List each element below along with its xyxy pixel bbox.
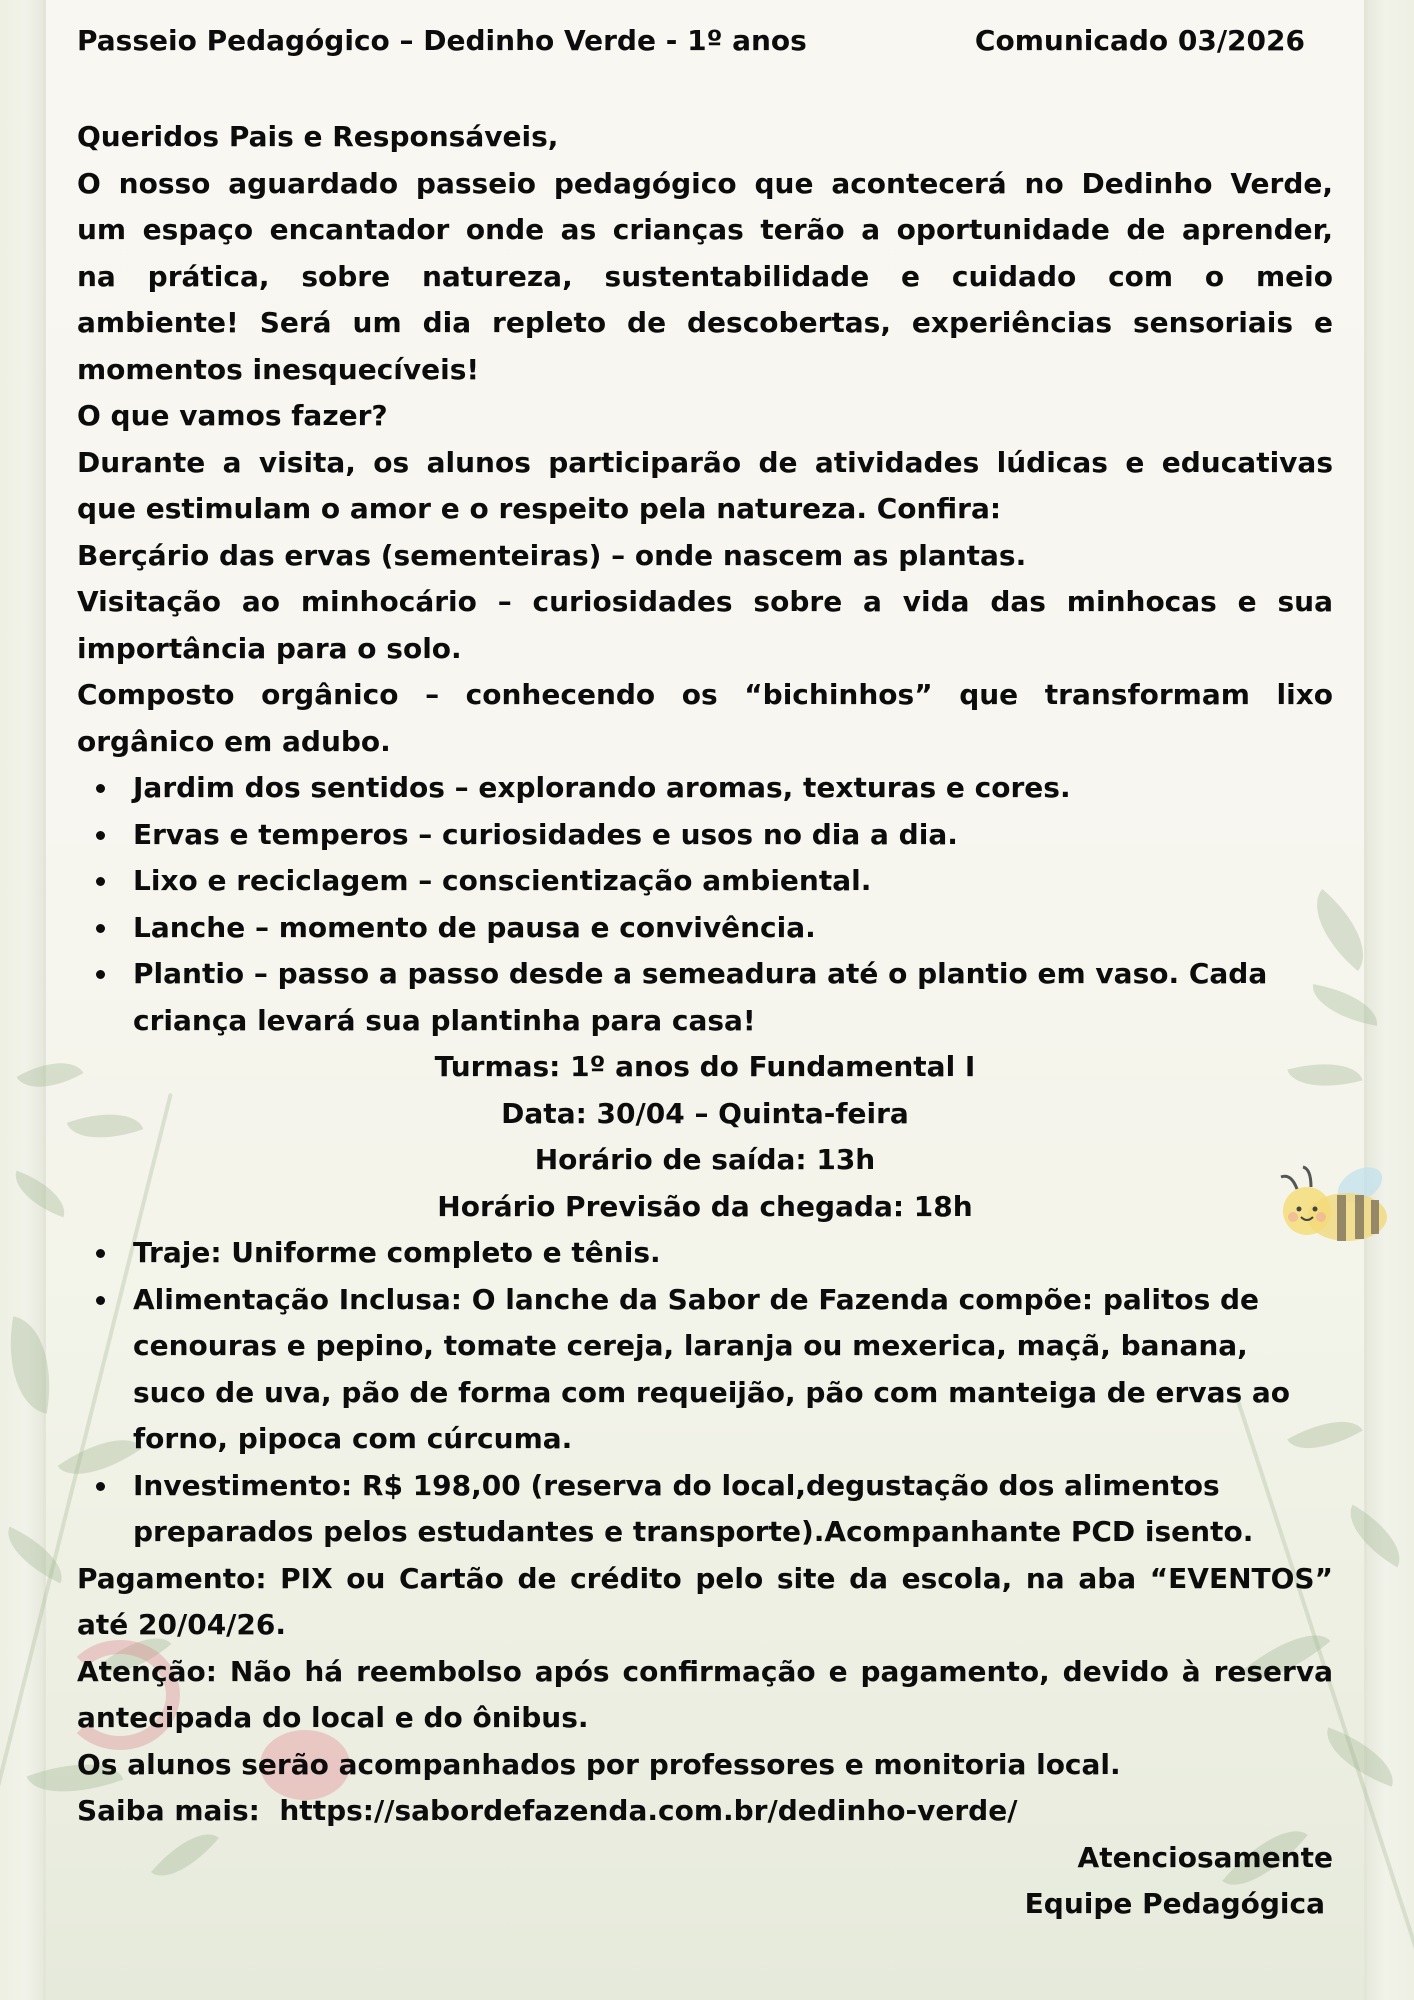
- event-arrival-time: Horário Previsão da chegada: 18h: [437, 1189, 973, 1223]
- notice-content: [77, 18, 1333, 1928]
- signature-closing: Atenciosamente: [1077, 1840, 1333, 1874]
- intro-line: um espaço encantador onde as crianças terão a oportunidade de aprender,: [77, 213, 1333, 246]
- page-frame-left: [0, 0, 46, 2000]
- notice-title: Passeio Pedagógico – Dedinho Verde - 1º anos: [77, 24, 807, 57]
- activity-bullet-item: Jardim dos sentidos – explorando aromas, texturas e cores.: [133, 765, 1333, 812]
- notice-header: [77, 18, 1333, 64]
- intro-line: ambiente! Será um dia repleto de descobertas, experiências sensoriais e: [77, 306, 1333, 339]
- activity-item: Berçário das ervas (sementeiras) – onde nascem as plantas.: [77, 538, 1027, 572]
- attention-note: Atenção: Não há reembolso após confirmação e pagamento, devido à reserva antecipada do local e do ônibus.: [77, 1654, 1333, 1734]
- greeting: Queridos Pais e Responsáveis,: [77, 120, 559, 153]
- activities-heading: O que vamos fazer?: [77, 399, 388, 432]
- details-bullet-list: [77, 1230, 1333, 1556]
- payment-info: Pagamento: PIX ou Cartão de crédito pelo site da escola, na aba “EVENTOS” até 20/04/26.: [77, 1561, 1333, 1641]
- activity-item: Visitação ao minhocário – curiosidades sobre a vida das minhocas e sua importância para o solo.: [77, 585, 1333, 665]
- event-date: Data: 30/04 – Quinta-feira: [501, 1096, 909, 1130]
- signature-team: Equipe Pedagógica: [1024, 1887, 1325, 1920]
- event-classes: Turmas: 1º anos do Fundamental I: [434, 1050, 976, 1083]
- activity-bullet-item: Lanche – momento de pausa e convivência.: [133, 905, 1333, 952]
- activities-description-line: Durante a visita, os alunos participarão de atividades lúdicas e educativas: [77, 445, 1333, 479]
- more-info-label: Saiba mais:: [77, 1794, 260, 1827]
- detail-investment: Investimento: R$ 198,00 (reserva do local,degustação dos alimentos preparados pelos estudantes e transporte).Acompanhante PCD isento.: [133, 1463, 1333, 1556]
- activity-bullet-item: Lixo e reciclagem – conscientização ambiental.: [133, 858, 1333, 905]
- intro-line: O nosso aguardado passeio pedagógico que acontecerá no Dedinho Verde,: [77, 166, 1333, 200]
- detail-attire: Traje: Uniforme completo e tênis.: [133, 1230, 1333, 1277]
- activities-description-line: que estimulam o amor e o respeito pela natureza. Confira:: [77, 492, 1002, 525]
- notice-number: Comunicado 03/2026: [974, 24, 1305, 57]
- detail-food: Alimentação Inclusa: O lanche da Sabor de Fazenda compõe: palitos de cenouras e pepino, tomate cereja, laranja ou mexerica, maçã, banana, suco de uva, pão de forma com requeijão, pão com manteiga de ervas ao forno, pipoca com cúrcuma.: [133, 1277, 1333, 1463]
- more-info-link[interactable]: https://sabordefazenda.com.br/dedinho-verde/: [279, 1794, 1018, 1827]
- more-info: [77, 1788, 1333, 1835]
- activity-bullet-list: [77, 765, 1333, 1044]
- activity-bullet-item: Plantio – passo a passo desde a semeadura até o plantio em vaso. Cada criança levará sua plantinha para casa!: [133, 951, 1333, 1044]
- page-frame-right: [1364, 0, 1414, 2000]
- activity-bullet-item: Ervas e temperos – curiosidades e usos no dia a dia.: [133, 812, 1333, 859]
- event-departure-time: Horário de saída: 13h: [534, 1143, 876, 1176]
- intro-line: na prática, sobre natureza, sustentabilidade e cuidado com o meio: [77, 259, 1333, 293]
- activity-item: Composto orgânico – conhecendo os “bichinhos” que transformam lixo orgânico em adubo.: [77, 678, 1333, 758]
- supervision-note: Os alunos serão acompanhados por professores e monitoria local.: [77, 1747, 1121, 1781]
- intro-line: momentos inesquecíveis!: [77, 352, 480, 386]
